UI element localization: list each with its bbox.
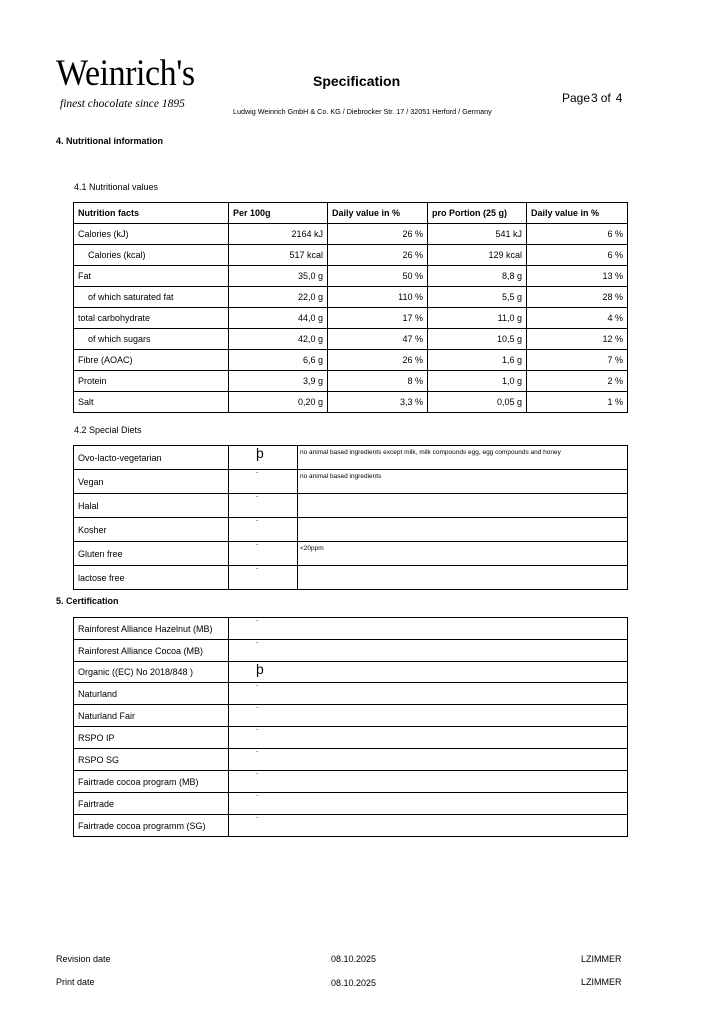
unchecked-box-icon: ¨: [229, 749, 628, 771]
column-header: Nutrition facts: [74, 203, 229, 224]
nutrition-header-row: [74, 203, 628, 224]
daily-value-portion: 13 %: [527, 266, 628, 287]
revision-date-value: 08.10.2025: [331, 954, 377, 964]
certification-label: Naturland Fair: [74, 705, 229, 727]
unchecked-box-icon: ¨: [229, 518, 298, 542]
certification-row: [74, 727, 628, 749]
nutrient-label: Fat: [74, 266, 229, 287]
per-100g-value: 6,6 g: [229, 350, 328, 371]
daily-value-portion: 28 %: [527, 287, 628, 308]
daily-value-100g: 50 %: [328, 266, 428, 287]
certification-label: Naturland: [74, 683, 229, 705]
per-portion-value: 129 kcal: [428, 245, 527, 266]
unchecked-box-icon: ¨: [229, 618, 628, 640]
certification-row: [74, 640, 628, 662]
certification-row: [74, 705, 628, 727]
diet-label: Halal: [74, 494, 229, 518]
nutrition-row: [74, 287, 628, 308]
daily-value-100g: 17 %: [328, 308, 428, 329]
certification-label: RSPO IP: [74, 727, 229, 749]
diet-note: <20ppm: [298, 542, 628, 566]
checked-box-icon: þ: [229, 446, 298, 470]
daily-value-portion: 6 %: [527, 224, 628, 245]
nutrient-label: Calories (kcal): [74, 245, 229, 266]
unchecked-box-icon: ¨: [229, 705, 628, 727]
daily-value-portion: 6 %: [527, 245, 628, 266]
document-title: Specification: [313, 73, 401, 89]
per-portion-value: 11,0 g: [428, 308, 527, 329]
certification-label: Fairtrade cocoa programm (SG): [74, 815, 229, 837]
certification-row: [74, 749, 628, 771]
per-portion-value: 10,5 g: [428, 329, 527, 350]
daily-value-portion: 7 %: [527, 350, 628, 371]
certification-label: Organic ((EC) No 2018/848 ): [74, 662, 229, 683]
nutrient-label: Calories (kJ): [74, 224, 229, 245]
revision-date-label: Revision date: [56, 954, 111, 964]
logo-tagline: finest chocolate since 1895: [60, 98, 185, 110]
column-header: Per 100g: [229, 203, 328, 224]
nutrition-row: [74, 245, 628, 266]
page-label: Page: [562, 91, 591, 105]
certification-row: [74, 618, 628, 640]
daily-value-100g: 47 %: [328, 329, 428, 350]
nutrition-row: [74, 371, 628, 392]
certification-label: Rainforest Alliance Cocoa (MB): [74, 640, 229, 662]
print-user: LZIMMER: [581, 977, 622, 987]
revision-user: LZIMMER: [581, 954, 622, 964]
diet-label: Ovo-lacto-vegetarian: [74, 446, 229, 470]
column-header: Daily value in %: [328, 203, 428, 224]
nutrient-label: Fibre (AOAC): [74, 350, 229, 371]
certification-row: [74, 683, 628, 705]
diet-row: [74, 542, 628, 566]
diet-note: [298, 494, 628, 518]
daily-value-portion: 2 %: [527, 371, 628, 392]
diet-note: [298, 566, 628, 590]
daily-value-portion: 4 %: [527, 308, 628, 329]
diet-row: [74, 494, 628, 518]
daily-value-portion: 12 %: [527, 329, 628, 350]
per-portion-value: 5,5 g: [428, 287, 527, 308]
subsection-title-special-diets: 4.2 Special Diets: [74, 425, 142, 435]
per-portion-value: 1,0 g: [428, 371, 527, 392]
certification-row: [74, 815, 628, 837]
diet-label: lactose free: [74, 566, 229, 590]
daily-value-100g: 8 %: [328, 371, 428, 392]
per-portion-value: 541 kJ: [428, 224, 527, 245]
diet-note: [298, 518, 628, 542]
certification-label: RSPO SG: [74, 749, 229, 771]
daily-value-100g: 26 %: [328, 224, 428, 245]
nutrition-table: [73, 202, 628, 413]
unchecked-box-icon: ¨: [229, 683, 628, 705]
certification-row: [74, 771, 628, 793]
nutrient-label: Salt: [74, 392, 229, 413]
certification-table: [73, 617, 628, 837]
unchecked-box-icon: ¨: [229, 815, 628, 837]
diet-label: Gluten free: [74, 542, 229, 566]
diet-label: Kosher: [74, 518, 229, 542]
per-100g-value: 2164 kJ: [229, 224, 328, 245]
unchecked-box-icon: ¨: [229, 727, 628, 749]
diet-row: [74, 446, 628, 470]
daily-value-100g: 110 %: [328, 287, 428, 308]
checked-box-icon: þ: [229, 662, 628, 683]
certification-label: Fairtrade: [74, 793, 229, 815]
section-title-nutrition: 4. Nutritional information: [56, 136, 163, 146]
unchecked-box-icon: ¨: [229, 793, 628, 815]
per-100g-value: 0,20 g: [229, 392, 328, 413]
diet-row: [74, 566, 628, 590]
nutrient-label: of which sugars: [74, 329, 229, 350]
per-portion-value: 8,8 g: [428, 266, 527, 287]
nutrient-label: of which saturated fat: [74, 287, 229, 308]
nutrition-row: [74, 329, 628, 350]
unchecked-box-icon: ¨: [229, 771, 628, 793]
daily-value-100g: 3,3 %: [328, 392, 428, 413]
diet-note: no animal based ingredients: [298, 470, 628, 494]
nutrient-label: Protein: [74, 371, 229, 392]
unchecked-box-icon: ¨: [229, 640, 628, 662]
per-100g-value: 42,0 g: [229, 329, 328, 350]
subsection-title-nutritional-values: 4.1 Nutritional values: [74, 182, 159, 192]
per-100g-value: 517 kcal: [229, 245, 328, 266]
diet-note: no animal based ingredients except milk, milk compounds egg, egg compounds and honey: [298, 446, 628, 470]
unchecked-box-icon: ¨: [229, 470, 298, 494]
diet-row: [74, 518, 628, 542]
per-100g-value: 3,9 g: [229, 371, 328, 392]
company-address: Ludwig Weinrich GmbH & Co. KG / Diebrocker Str. 17 / 32051 Herford / Germany: [233, 107, 492, 116]
certification-row: [74, 662, 628, 683]
logo-wordmark: Weinrich's: [56, 53, 195, 94]
page-current: 3: [591, 91, 598, 105]
nutrition-row: [74, 224, 628, 245]
nutrition-row: [74, 392, 628, 413]
per-portion-value: 0,05 g: [428, 392, 527, 413]
page-of: of: [600, 91, 611, 105]
per-100g-value: 22,0 g: [229, 287, 328, 308]
per-portion-value: 1,6 g: [428, 350, 527, 371]
column-header: Daily value in %: [527, 203, 628, 224]
certification-row: [74, 793, 628, 815]
daily-value-100g: 26 %: [328, 245, 428, 266]
special-diets-table: [73, 445, 628, 590]
unchecked-box-icon: ¨: [229, 542, 298, 566]
nutrition-row: [74, 266, 628, 287]
column-header: pro Portion (25 g): [428, 203, 527, 224]
per-100g-value: 44,0 g: [229, 308, 328, 329]
page-indicator: [562, 91, 622, 105]
certification-label: Fairtrade cocoa program (MB): [74, 771, 229, 793]
unchecked-box-icon: ¨: [229, 566, 298, 590]
nutrition-row: [74, 350, 628, 371]
company-logo: [56, 53, 195, 116]
certification-label: Rainforest Alliance Hazelnut (MB): [74, 618, 229, 640]
per-100g-value: 35,0 g: [229, 266, 328, 287]
section-title-certification: 5. Certification: [56, 596, 119, 606]
nutrition-row: [74, 308, 628, 329]
print-date-label: Print date: [56, 977, 95, 987]
nutrient-label: total carbohydrate: [74, 308, 229, 329]
daily-value-100g: 26 %: [328, 350, 428, 371]
unchecked-box-icon: ¨: [229, 494, 298, 518]
diet-label: Vegan: [74, 470, 229, 494]
print-date-value: 08.10.2025: [331, 978, 377, 988]
page-total: 4: [615, 91, 623, 105]
diet-row: [74, 470, 628, 494]
daily-value-portion: 1 %: [527, 392, 628, 413]
